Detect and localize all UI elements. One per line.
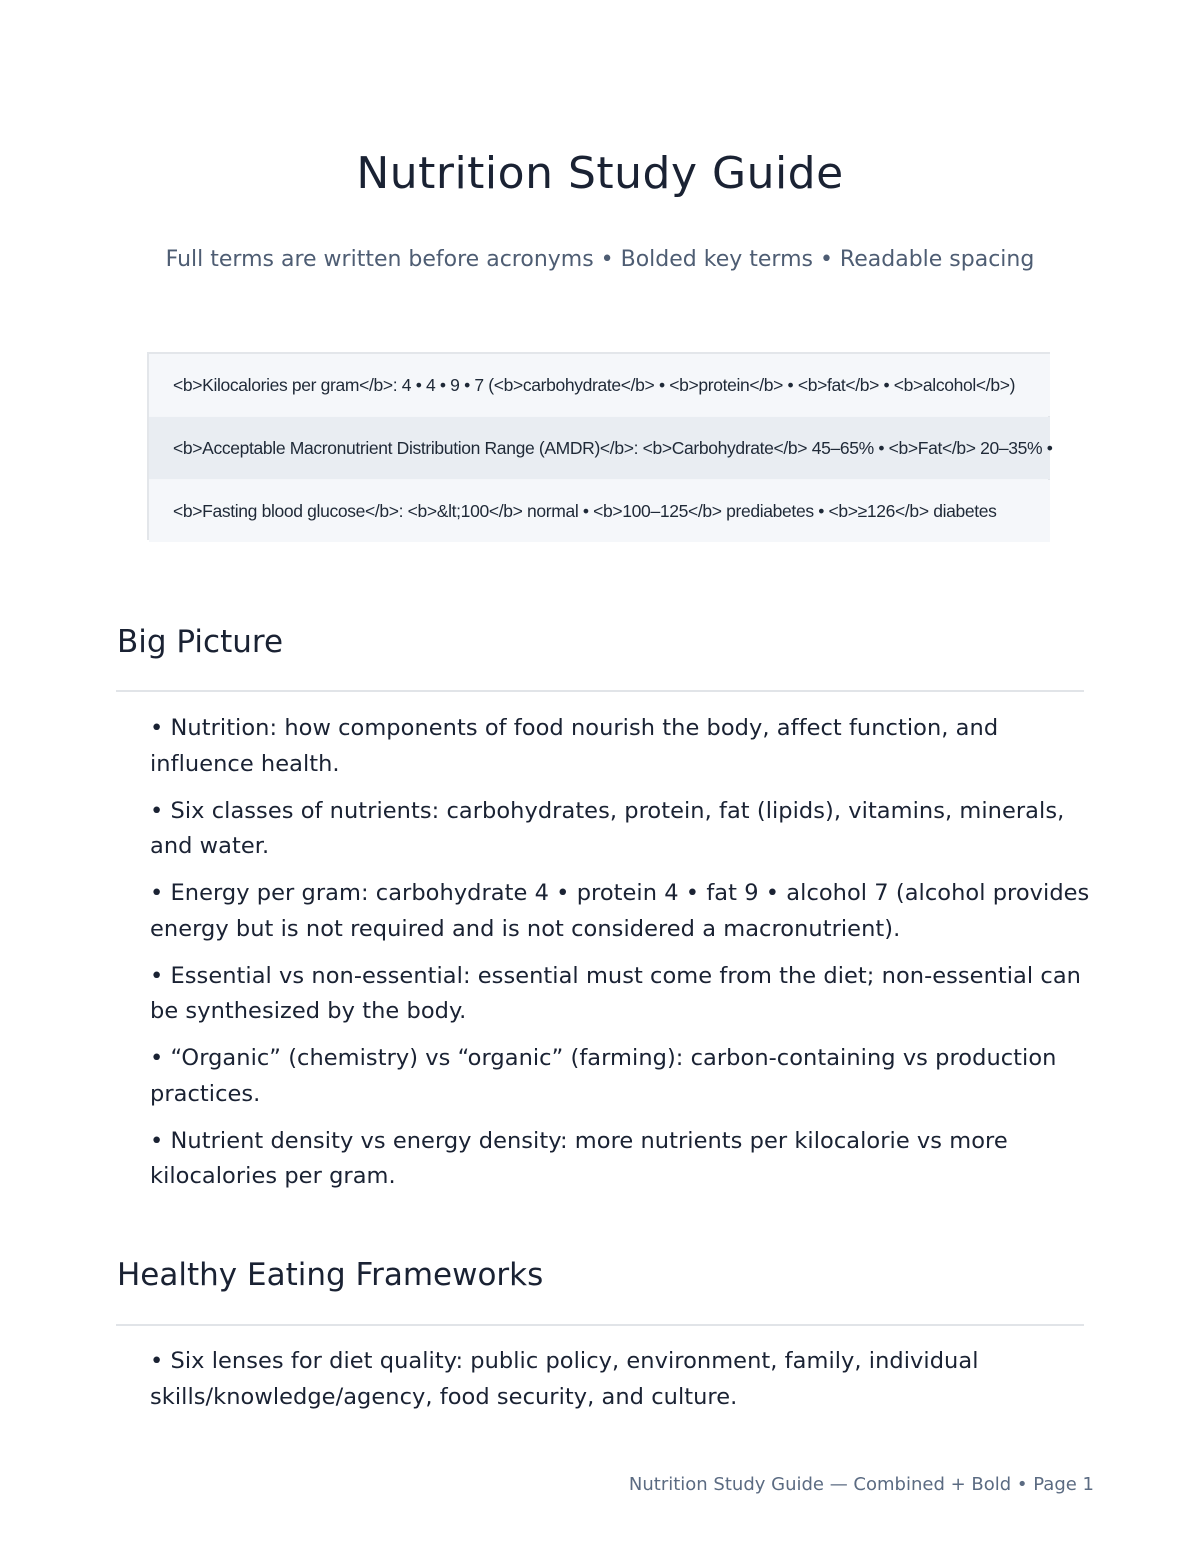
big-picture-list <box>150 711 1095 1206</box>
list-item: • Six classes of nutrients: carbohydrates, protein, fat (lipids), vitamins, minerals, and water. <box>150 797 1065 859</box>
list-item: • Energy per gram: carbohydrate 4 • protein 4 • fat 9 • alcohol 7 (alcohol provides energy but is not required and is not considered a macronutrient). <box>150 880 1090 942</box>
key-fact-fasting-glucose: <b>Fasting blood glucose</b>: <b>&lt;100</b> normal • <b>100–125</b> prediabetes • <b>≥126</b> diabetes <box>149 480 1050 542</box>
healthy-eating-list <box>150 1344 1095 1427</box>
list-item: • Six lenses for diet quality: public policy, environment, family, individual skills/knowledge/agency, food security, and culture. <box>150 1348 979 1410</box>
list-item: • Nutrient density vs energy density: more nutrients per kilocalorie vs more kilocalories per gram. <box>150 1127 1008 1189</box>
section-divider <box>116 1324 1084 1326</box>
section-heading-big-picture: Big Picture <box>117 624 284 660</box>
key-facts-box <box>147 352 1053 540</box>
list-item: • Nutrition: how components of food nourish the body, affect function, and influence health. <box>150 715 999 777</box>
key-fact-kilocalories: <b>Kilocalories per gram</b>: 4 • 4 • 9 • 7 (<b>carbohydrate</b> • <b>protein</b> • <b>fat</b> • <b>alcohol</b>) <box>149 354 1050 416</box>
page-subtitle: Full terms are written before acronyms • Bolded key terms • Readable spacing <box>165 247 1035 272</box>
list-item: • Essential vs non-essential: essential must come from the diet; non-essential can be synthesized by the body. <box>150 962 1081 1024</box>
section-heading-healthy-eating-frameworks: Healthy Eating Frameworks <box>117 1257 544 1293</box>
list-item: • “Organic” (chemistry) vs “organic” (farming): carbon-containing vs production practices. <box>150 1045 1057 1107</box>
page-footer: Nutrition Study Guide — Combined + Bold • Page 1 <box>628 1474 1094 1495</box>
section-divider <box>116 690 1084 692</box>
page-title: Nutrition Study Guide <box>356 148 844 199</box>
key-fact-amdr: <b>Acceptable Macronutrient Distribution Range (AMDR)</b>: <b>Carbohydrate</b> 45–65% • <b>Fat</b> 20–35% • <box>149 417 1050 479</box>
